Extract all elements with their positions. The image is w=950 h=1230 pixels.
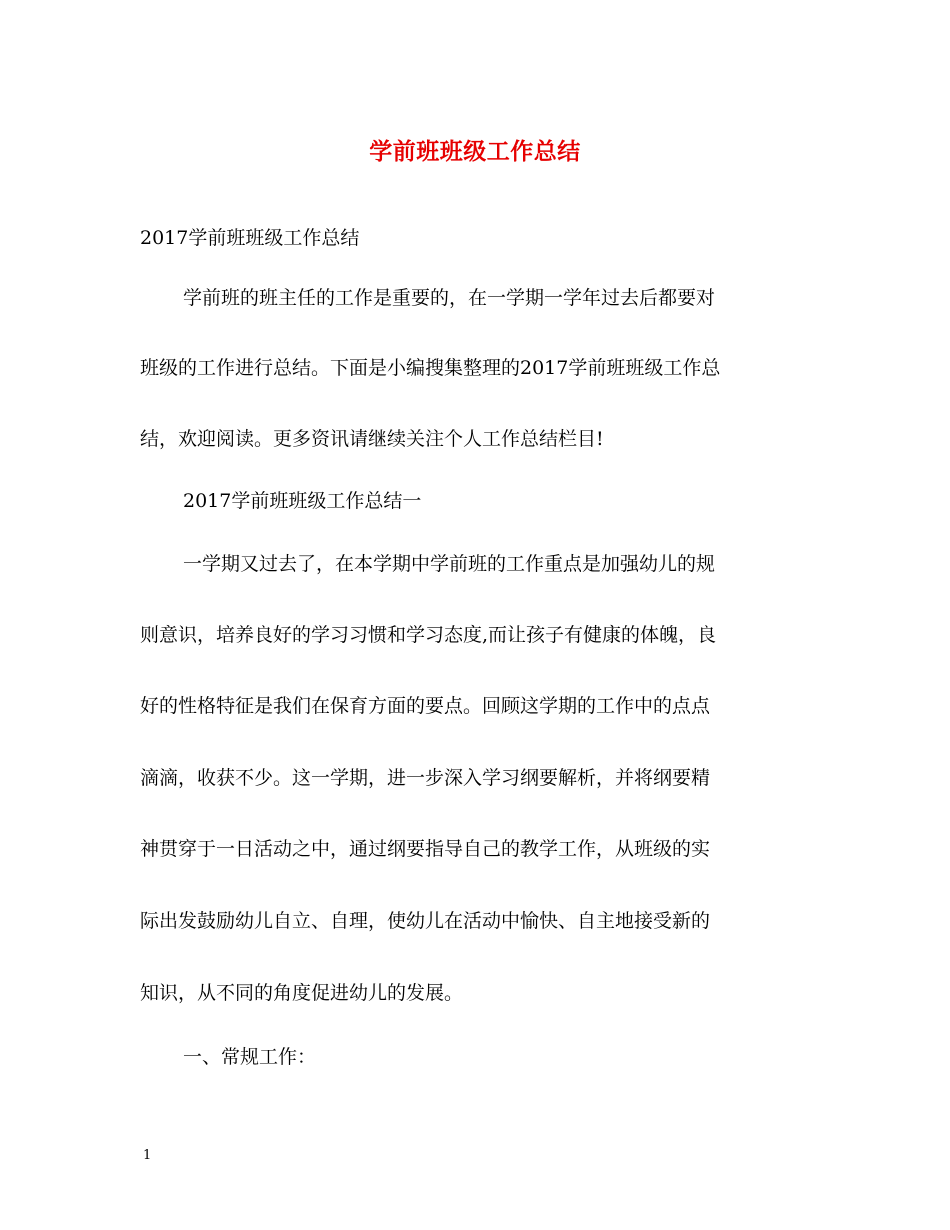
paragraph-line: 结，欢迎阅读。更多资讯请继续关注个人工作总结栏目! (140, 428, 604, 450)
document-title: 学前班班级工作总结 (369, 138, 581, 165)
paragraph-line: 则意识，培养良好的学习习惯和学习态度,而让孩子有健康的体魄，良 (140, 624, 717, 646)
subtitle-line: 2017学前班班级工作总结 (140, 227, 360, 249)
paragraph-line: 学前班的班主任的工作是重要的，在一学期一学年过去后都要对 (183, 287, 716, 309)
paragraph-line: 好的性格特征是我们在保育方面的要点。回顾这学期的工作中的点点 (140, 695, 711, 717)
paragraph-line: 滴滴，收获不少。这一学期，进一步深入学习纲要解析，并将纲要精 (140, 767, 711, 789)
section-heading: 2017学前班班级工作总结一 (183, 490, 422, 512)
page-number: 1 (143, 1148, 152, 1163)
paragraph-line: 班级的工作进行总结。下面是小编搜集整理的2017学前班班级工作总 (140, 357, 721, 379)
section-heading: 一、常规工作： (183, 1046, 317, 1068)
paragraph-line: 知识，从不同的角度促进幼儿的发展。 (140, 982, 464, 1004)
paragraph-line: 一学期又过去了，在本学期中学前班的工作重点是加强幼儿的规 (183, 553, 716, 575)
paragraph-line: 神贯穿于一日活动之中，通过纲要指导自己的教学工作，从班级的实 (140, 838, 711, 860)
paragraph-line: 际出发鼓励幼儿自立、自理，使幼儿在活动中愉快、自主地接受新的 (140, 910, 711, 932)
